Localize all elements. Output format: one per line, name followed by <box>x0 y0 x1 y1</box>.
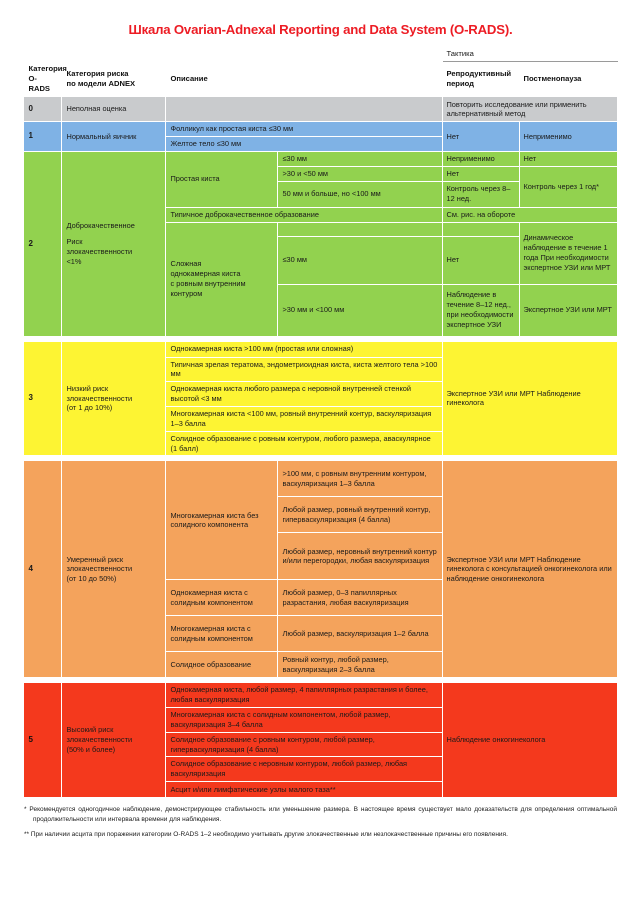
cell-description-5-2: Солидное образование с ровным контуром, любой размер, гиперваскуляризация (4 балла) <box>166 732 442 757</box>
cell-risk-1: Нормальный яичник <box>62 122 166 152</box>
table-header-row <box>24 62 617 97</box>
header-category-line1: Категория <box>28 64 67 74</box>
cell-category-1: 1 <box>24 122 62 152</box>
cell-group-4-1-item-0: Любой размер, 0–3 папиллярных разрастания, любая васкуляризация <box>278 580 442 616</box>
cell-risk-5 <box>62 683 166 798</box>
cell-description-0 <box>166 97 442 122</box>
risk-4-line3: (от 10 до 50%) <box>66 574 117 584</box>
cell-postmenopause-1: Неприменимо <box>519 122 617 152</box>
cell-simple-cyst-label: Простая киста <box>166 152 278 208</box>
table-row <box>24 122 617 137</box>
cell-group-4-0-label: Многокамерная киста без солидного компонента <box>166 461 278 580</box>
risk-5-line1: Высокий риск <box>66 725 114 735</box>
cell-tactics-0: Повторить исследование или применить альтернативный метод <box>442 97 617 122</box>
table-row <box>24 97 617 122</box>
orads-table <box>23 46 617 798</box>
header-risk-line2: по модели ADNEX <box>66 79 136 89</box>
risk-2-line2: Риск <box>66 237 83 247</box>
cell-group-4-3-item-0: Ровный контур, любой размер, васкуляризация 2–3 балла <box>278 652 442 678</box>
table-row <box>24 461 617 497</box>
cell-group-4-2-label: Многокамерная киста с солидным компонентом <box>166 616 278 652</box>
cell-description-3-1: Типичная зрелая тератома, эндометриоидная киста, киста желтого тела >100 мм <box>166 357 442 382</box>
complex-cyst-line3: с ровным внутренним <box>170 279 246 289</box>
cell-description-3-0: Однокамерная киста >100 мм (простая или сложная) <box>166 341 442 357</box>
cell-tactics-5: Наблюдение онкогинеколога <box>442 683 617 798</box>
risk-3-line3: (от 1 до 10%) <box>66 403 113 413</box>
cell-sc2-size: >30 и <50 мм <box>278 166 442 181</box>
cell-group-4-0-item-2: Любой размер, неровный внутренний контур и/или перегородки, любая васкуляризация <box>278 533 442 580</box>
header-reproductive-line1: Репродуктивный <box>446 69 512 79</box>
cell-description-5-4: Асцит и/или лимфатические узлы малого таза** <box>166 782 442 798</box>
cell-typical-benign: Типичное доброкачественное образование <box>166 207 442 222</box>
cell-cc-blank <box>278 222 442 236</box>
table-row <box>24 683 617 708</box>
cell-risk-0: Неполная оценка <box>62 97 166 122</box>
cell-reproductive-1: Нет <box>442 122 519 152</box>
cell-group-4-3-label: Солидное образование <box>166 652 278 678</box>
cell-cc1-reproductive: Нет <box>442 236 519 284</box>
cell-sc1-size: ≤30 мм <box>278 152 442 167</box>
cell-typical-benign-tactics: См. рис. на обороте <box>442 207 617 222</box>
cell-tactics-3: Экспертное УЗИ или МРТ Наблюдение гинеколога <box>442 341 617 456</box>
risk-3-line2: злокачественности <box>66 393 133 403</box>
header-postmenopause: Постменопауза <box>519 62 617 97</box>
cell-category-3: 3 <box>24 341 62 456</box>
cell-group-4-1-label: Однокамерная киста с солидным компонентом <box>166 580 278 616</box>
table-row <box>24 341 617 357</box>
cell-cc2-size: >30 мм и <100 мм <box>278 284 442 336</box>
risk-5-line3: (50% и более) <box>66 745 116 755</box>
cell-cc2-reproductive: Наблюдение в течение 8–12 нед., при необходимости экспертное УЗИ <box>442 284 519 336</box>
cell-risk-3 <box>62 341 166 456</box>
risk-4-line2: злокачественности <box>66 564 133 574</box>
cell-cc2-postmenopause: Экспертное УЗИ или МРТ <box>519 284 617 336</box>
cell-cc1-postmenopause: Динамическое наблюдение в течение 1 года При необходимости экспертное УЗИ или МРТ <box>519 222 617 284</box>
header-category <box>24 62 67 97</box>
footnote-two: ** При наличии асцита при поражении категории O-RADS 1–2 необходимо учитывать другие злокачественные или незлокачественные причины его появления. <box>24 830 508 838</box>
cell-description-3-2: Однокамерная киста любого размера с неровной внутренней стенкой высотой <3 мм <box>166 382 442 407</box>
cell-sc2-reproductive: Нет <box>442 166 519 181</box>
footnotes <box>24 805 617 839</box>
cell-category-4: 4 <box>24 461 62 678</box>
cell-description-1b: Желтое тело ≤30 мм <box>166 137 442 152</box>
table-header-group-row <box>24 47 617 62</box>
cell-cc1-size: ≤30 мм <box>278 236 442 284</box>
risk-2-line1: Доброкачественное <box>66 220 135 230</box>
risk-2-line4: <1% <box>66 257 82 267</box>
risk-2-line3: злокачественности <box>66 247 133 257</box>
header-description: Описание <box>166 62 442 97</box>
cell-complex-cyst-label <box>166 222 278 336</box>
cell-cc-blank-repro <box>442 222 519 236</box>
cell-category-5: 5 <box>24 683 62 798</box>
header-spacer <box>24 47 442 62</box>
cell-sc1-postmenopause: Нет <box>519 152 617 167</box>
cell-risk-4 <box>62 461 166 678</box>
cell-description-5-1: Многокамерная киста с солидным компонентом, любой размер, васкуляризация 3–4 балла <box>166 708 442 733</box>
complex-cyst-line1: Сложная <box>170 259 202 269</box>
complex-cyst-line4: контуром <box>170 288 203 298</box>
cell-description-5-3: Солидное образование с неровным контуром, любой размер, любая васкуляризация <box>166 757 442 782</box>
risk-4-line1: Умеренный риск <box>66 554 124 564</box>
header-reproductive-line2: период <box>446 79 474 89</box>
cell-sc3-size: 50 мм и больше, но <100 мм <box>278 181 442 207</box>
cell-risk-2 <box>62 152 166 337</box>
cell-group-4-0-item-0: >100 мм, с ровным внутренним контуром, васкуляризация 1–3 балла <box>278 461 442 497</box>
complex-cyst-line2: однокамерная киста <box>170 269 241 279</box>
cell-description-5-0: Однокамерная киста, любой размер, 4 папиллярных разрастания и более, любая васкуляризация <box>166 683 442 708</box>
header-category-line2: O-RADS <box>28 74 51 94</box>
footnote-one: * Рекомендуется одногодичное наблюдение, демонстрирующее стабильность или уменьшение размера. В настоящее время существует мало доказательств для определения оптимальной продолжительности или интервала времени для наблюдения. <box>24 806 617 823</box>
header-reproductive <box>442 62 519 97</box>
cell-sc3-reproductive: Контроль через 8–12 нед. <box>442 181 519 207</box>
risk-3-line1: Низкий риск <box>66 383 109 393</box>
cell-sc23-postmenopause: Контроль через 1 год* <box>519 166 617 207</box>
header-tactics-group: Тактика <box>442 47 617 62</box>
header-risk <box>62 62 166 97</box>
table-row <box>24 152 617 167</box>
cell-description-3-4: Солидное образование с ровным контуром, любого размера, аваскулярное (1 балл) <box>166 431 442 456</box>
header-risk-line1: Категория риска <box>66 69 129 79</box>
cell-description-3-3: Многокамерная киста <100 мм, ровный внутренний контур, васкуляризация 1–3 балла <box>166 406 442 431</box>
cell-tactics-4: Экспертное УЗИ или МРТ Наблюдение гинеколога с консультацией онкогинеколога или наблюдение онкогинеколога <box>442 461 617 678</box>
page-title: Шкала Ovarian-Adnexal Reporting and Data System (O-RADS). <box>128 22 513 37</box>
cell-group-4-0-item-1: Любой размер, ровный внутренний контур, гиперваскуляризация (4 балла) <box>278 497 442 533</box>
cell-group-4-2-item-0: Любой размер, васкуляризация 1–2 балла <box>278 616 442 652</box>
cell-category-0: 0 <box>24 97 62 122</box>
risk-5-line2: злокачественности <box>66 735 133 745</box>
cell-category-2: 2 <box>24 152 62 337</box>
cell-description-1a: Фолликул как простая киста ≤30 мм <box>166 122 442 137</box>
cell-sc1-reproductive: Неприменимо <box>442 152 519 167</box>
